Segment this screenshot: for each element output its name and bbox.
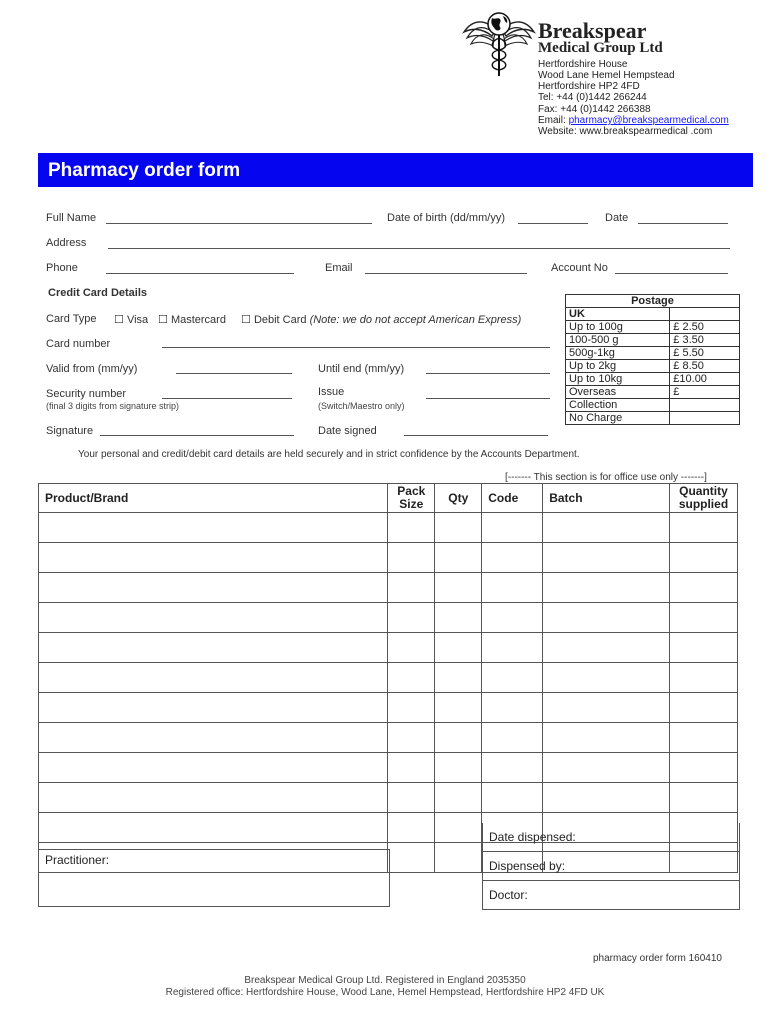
phone-number: Tel: +44 (0)1442 266244: [538, 92, 647, 103]
table-row: [39, 513, 738, 543]
practitioner-label: Practitioner:: [45, 853, 110, 867]
email-line: [538, 115, 729, 126]
checkbox-icon[interactable]: ☐: [114, 314, 124, 326]
dob-label: Date of birth (dd/mm/yy): [387, 212, 505, 224]
postage-price: £ 2.50: [670, 321, 740, 334]
dob-field[interactable]: [518, 223, 588, 224]
date-signed-field[interactable]: [404, 435, 548, 436]
postage-option: Up to 10kg: [566, 373, 670, 386]
postage-row: [566, 334, 740, 347]
account-no-field[interactable]: [615, 273, 728, 274]
privacy-note: Your personal and credit/debit card details are held securely and in strict confidence by the Accounts Department.: [78, 449, 580, 460]
account-no-label: Account No: [551, 262, 608, 274]
postage-row: [566, 321, 740, 334]
practitioner-box[interactable]: [38, 849, 390, 907]
phone-field[interactable]: [106, 273, 294, 274]
valid-from-label: Valid from (mm/yy): [46, 363, 138, 375]
doctor-field[interactable]: Doctor:: [489, 888, 528, 902]
postage-option: No Charge: [566, 412, 670, 425]
postage-price: £: [670, 386, 740, 399]
postage-row: [566, 399, 740, 412]
address-line: Hertfordshire HP2 4FD: [538, 81, 640, 92]
table-row: [39, 573, 738, 603]
col-qty: Qty: [435, 484, 482, 513]
dispensed-by-field[interactable]: Dispensed by:: [483, 852, 739, 881]
postage-row: [566, 386, 740, 399]
table-row: [39, 543, 738, 573]
date-field[interactable]: [638, 223, 728, 224]
table-row: [39, 633, 738, 663]
mastercard-label: Mastercard: [170, 314, 226, 326]
page-title: Pharmacy order form: [48, 160, 241, 181]
col-pack-size: Pack Size: [388, 484, 435, 513]
mastercard-option[interactable]: [158, 313, 226, 326]
email-field-label: Email: [325, 262, 353, 274]
security-number-hint: (final 3 digits from signature strip): [46, 401, 180, 411]
website-line: Website: www.breakspearmedical .com: [538, 126, 713, 137]
card-number-label: Card number: [46, 338, 111, 350]
visa-label: Visa: [126, 314, 149, 326]
address-line: Wood Lane Hemel Hempstead: [538, 70, 675, 81]
checkbox-icon[interactable]: ☐: [158, 314, 168, 326]
postage-price: £ 3.50: [670, 334, 740, 347]
company-logo: [462, 10, 536, 78]
postage-option: UK: [566, 308, 670, 321]
postage-price: [670, 412, 740, 425]
address-field[interactable]: [108, 248, 730, 249]
issue-label: Issue: [318, 386, 345, 398]
email-label: Email:: [538, 115, 569, 126]
company-name: Breakspear: [538, 18, 647, 43]
visa-option[interactable]: [114, 313, 148, 326]
postage-price: [670, 399, 740, 412]
postage-heading: Postage: [566, 295, 740, 308]
postage-row: [566, 412, 740, 425]
postage-option: Up to 2kg: [566, 360, 670, 373]
amex-note: (Note: we do not accept American Express): [309, 314, 522, 326]
signature-field[interactable]: [100, 435, 294, 436]
phone-label: Phone: [46, 262, 78, 274]
postage-option: 100-500 g: [566, 334, 670, 347]
footer-registered-office: Registered office: Hertfordshire House, Wood Lane, Hemel Hempstead, Hertfordshire HP2 4FD UK: [165, 987, 605, 998]
address-label: Address: [46, 237, 87, 249]
valid-from-field[interactable]: [176, 373, 292, 374]
postage-price: £ 8.50: [670, 360, 740, 373]
date-dispensed-field[interactable]: Date dispensed:: [483, 823, 739, 852]
postage-price: £ 5.50: [670, 347, 740, 360]
postage-option: Up to 100g: [566, 321, 670, 334]
postage-option: Collection: [566, 399, 670, 412]
until-end-label: Until end (mm/yy): [318, 363, 405, 375]
debit-card-option[interactable]: [241, 313, 521, 326]
email-field[interactable]: [365, 273, 527, 274]
caduceus-globe-icon: [462, 10, 536, 78]
table-row: [39, 663, 738, 693]
full-name-field[interactable]: [106, 223, 372, 224]
dispensing-box: [482, 823, 740, 910]
office-use-note: [------- This section is for office use only -------]: [505, 472, 707, 483]
table-row: [39, 783, 738, 813]
table-row: [39, 693, 738, 723]
company-subtitle: Medical Group Ltd: [538, 40, 663, 56]
col-code: Code: [482, 484, 543, 513]
col-quantity-supplied: Quantity supplied: [669, 484, 737, 513]
checkbox-icon[interactable]: ☐: [241, 314, 251, 326]
postage-option: Overseas: [566, 386, 670, 399]
card-number-field[interactable]: [162, 347, 550, 348]
products-table: [38, 483, 738, 873]
date-signed-label: Date signed: [318, 425, 377, 437]
table-row: [39, 603, 738, 633]
col-product-brand: Product/Brand: [39, 484, 388, 513]
security-number-label: Security number: [46, 388, 127, 400]
issue-field[interactable]: [426, 398, 550, 399]
credit-card-heading: Credit Card Details: [48, 287, 148, 299]
signature-label: Signature: [46, 425, 94, 437]
col-batch: Batch: [543, 484, 670, 513]
card-type-label: Card Type: [46, 313, 97, 325]
security-number-field[interactable]: [162, 398, 292, 399]
until-end-field[interactable]: [426, 373, 550, 374]
postage-table: [565, 294, 740, 425]
issue-hint: (Switch/Maestro only): [318, 401, 405, 411]
address-line: Hertfordshire House: [538, 59, 628, 70]
postage-row: [566, 360, 740, 373]
footer-registration: Breakspear Medical Group Ltd. Registered in England 2035350: [244, 975, 526, 986]
postage-price: [670, 308, 740, 321]
postage-price: £10.00: [670, 373, 740, 386]
full-name-label: Full Name: [46, 212, 97, 224]
form-reference: pharmacy order form 160410: [593, 953, 722, 964]
fax-number: Fax: +44 (0)1442 266388: [538, 104, 651, 115]
postage-row: [566, 347, 740, 360]
debit-card-label: Debit Card: [253, 314, 307, 326]
postage-option: 500g-1kg: [566, 347, 670, 360]
date-label: Date: [605, 212, 629, 224]
postage-row: [566, 308, 740, 321]
email-link[interactable]: pharmacy@breakspearmedical.com: [568, 115, 729, 126]
table-row: [39, 723, 738, 753]
postage-row: [566, 373, 740, 386]
table-row: [39, 753, 738, 783]
